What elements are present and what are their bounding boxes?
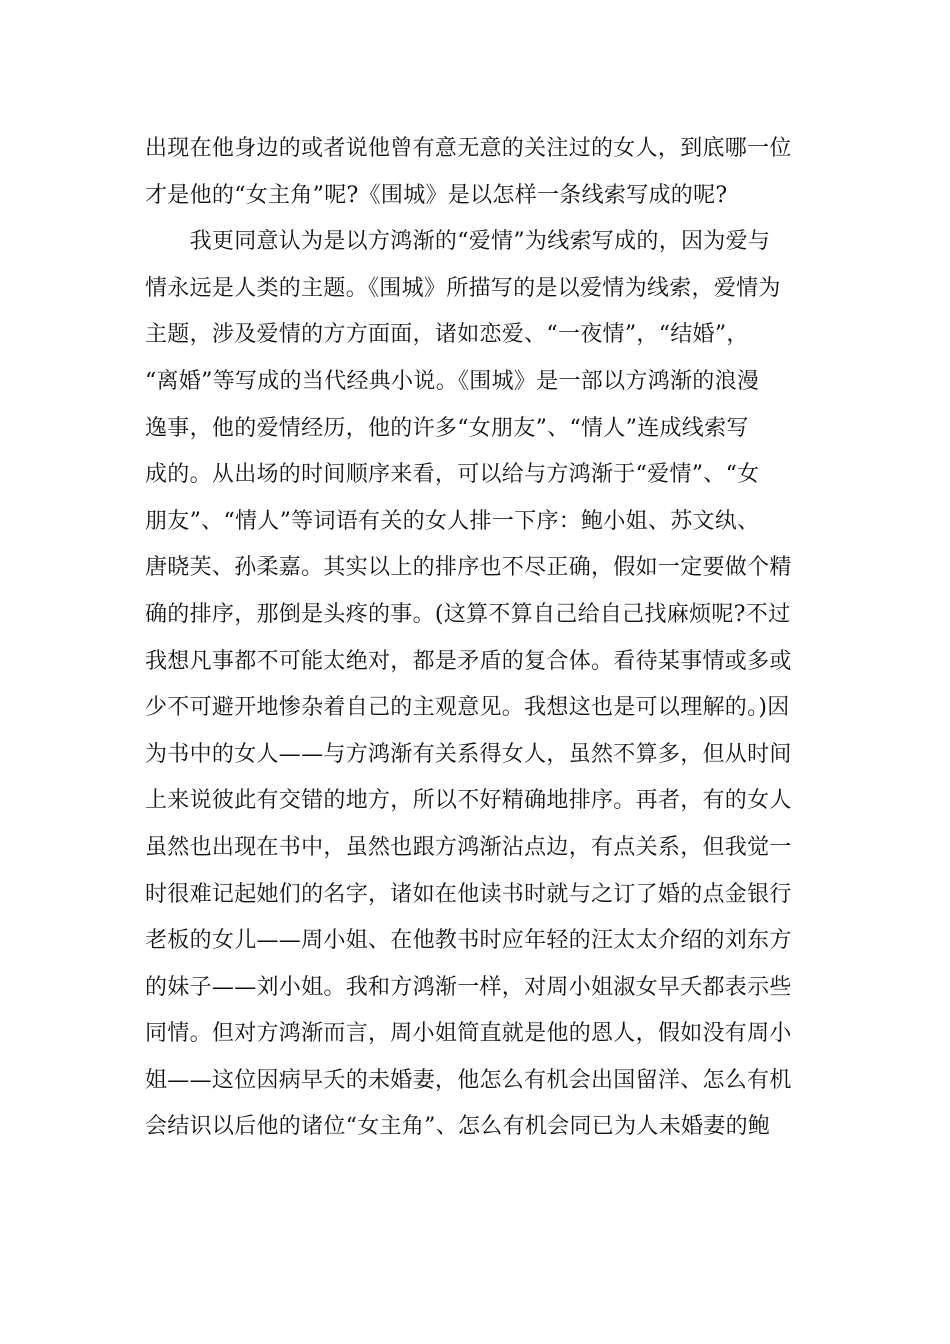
text-line: 的妹子——刘小姐。我和方鸿渐一样，对周小姐淑女早夭都表示些: [145, 974, 792, 1000]
text-line: 会结识以后他的诸位“女主角”、怎么有机会同已为人未婚妻的鲍: [145, 1114, 771, 1140]
text-line: 为书中的女人——与方鸿渐有关系得女人，虽然不算多，但从时间: [145, 741, 792, 767]
body-text: [145, 126, 810, 1151]
text-line: “离婚”等写成的当代经典小说。《围城》是一部以方鸿渐的浪漫: [145, 368, 760, 394]
text-line: 才是他的“女主角”呢?《围城》是以怎样一条线索写成的呢?: [145, 182, 728, 208]
text-line: 时很难记起她们的名字，诸如在他读书时就与之订了婚的点金银行: [145, 881, 792, 907]
text-line: 朋友”、“情人”等词语有关的女人排一下序：鲍小姐、苏文纨、: [145, 508, 760, 534]
text-line: 我想凡事都不可能太绝对，都是矛盾的复合体。看待某事情或多或: [145, 648, 792, 674]
text-line: 唐晓芙、孙柔嘉。其实以上的排序也不尽正确，假如一定要做个精: [145, 555, 792, 581]
paragraph-start-line: 我更同意认为是以方鸿渐的“爱情”为线索写成的，因为爱与: [145, 229, 771, 255]
text-line: 逸事，他的爱情经历，他的许多“女朋友”、“情人”连成线索写: [145, 415, 749, 441]
text-line: 少不可避开地惨杂着自己的主观意见。我想这也是可以理解的。)因: [145, 695, 790, 721]
text-line: 成的。从出场的时间顺序来看，可以给与方鸿渐于“爱情”、“女: [145, 462, 760, 488]
text-line: 虽然也出现在书中，虽然也跟方鸿渐沾点边，有点关系，但我觉一: [145, 834, 792, 860]
text-line: 确的排序，那倒是头疼的事。(这算不算自己给自己找麻烦呢?不过: [145, 601, 791, 627]
text-line: 主题，涉及爱情的方方面面，诸如恋爱、“一夜情”，“结婚”，: [145, 322, 749, 348]
text-line: 上来说彼此有交错的地方，所以不好精确地排序。再者，有的女人: [145, 788, 792, 814]
text-line: 同情。但对方鸿渐而言，周小姐简直就是他的恩人，假如没有周小: [145, 1021, 792, 1047]
text-line: 姐——这位因病早夭的未婚妻，他怎么有机会出国留洋、怎么有机: [145, 1067, 792, 1093]
text-line: 老板的女儿——周小姐、在他教书时应年轻的汪太太介绍的刘东方: [145, 928, 792, 954]
text-line: 情永远是人类的主题。《围城》所描写的是以爱情为线索，爱情为: [145, 275, 781, 301]
text-line: 出现在他身边的或者说他曾有意无意的关注过的女人，到底哪一位: [145, 136, 792, 161]
